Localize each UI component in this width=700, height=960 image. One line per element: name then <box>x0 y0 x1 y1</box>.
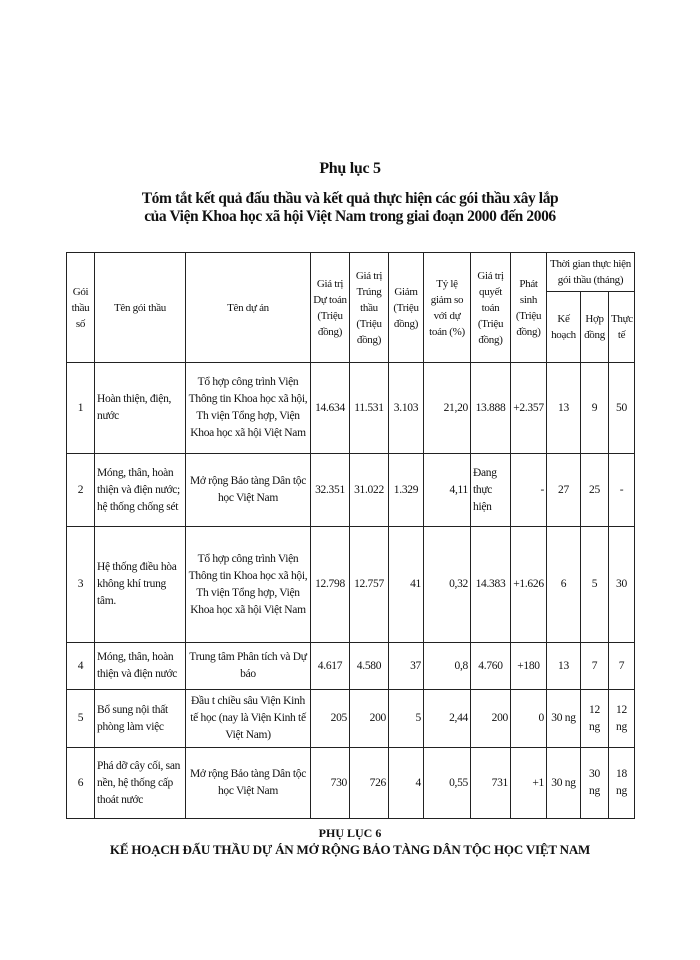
cell-ratio: 0,8 <box>424 643 471 690</box>
cell-actual: 30 <box>609 527 635 643</box>
cell-ratio: 4,11 <box>424 454 471 527</box>
table-row <box>67 748 635 819</box>
cell-reduction: 4 <box>389 748 424 819</box>
cell-package-name: Bổ sung nội thất phòng làm việc <box>95 690 186 748</box>
header-contract: Hợp đồng <box>581 292 609 363</box>
cell-estimate: 205 <box>311 690 350 748</box>
cell-ratio: 0,55 <box>424 748 471 819</box>
cell-settlement: 14.383 <box>471 527 511 643</box>
appendix-subtitle <box>0 190 700 226</box>
cell-project: Tổ hợp công trình Viện Thông tin Khoa học xã hội, Th viện Tổng hợp, Viện Khoa học xã hội Việt Nam <box>186 363 311 454</box>
cell-plan: 6 <box>547 527 581 643</box>
cell-contract: 7 <box>581 643 609 690</box>
table-row <box>67 363 635 454</box>
table-row <box>67 643 635 690</box>
cell-package-name: Móng, thân, hoàn thiện và điện nước <box>95 643 186 690</box>
header-plan: Kế hoạch <box>547 292 581 363</box>
cell-contract: 9 <box>581 363 609 454</box>
cell-plan: 27 <box>547 454 581 527</box>
header-settlement: Giá trị quyết toán (Triệu đồng) <box>471 253 511 363</box>
header-arising: Phát sinh (Triệu đồng) <box>511 253 547 363</box>
cell-arising: +180 <box>511 643 547 690</box>
cell-project: Mở rộng Bảo tàng Dân tộc học Việt Nam <box>186 748 311 819</box>
cell-project: Tổ hợp công trình Viện Thông tin Khoa học xã hội, Th viện Tổng hợp, Viện Khoa học xã hội Việt Nam <box>186 527 311 643</box>
cell-arising: 0 <box>511 690 547 748</box>
cell-winning: 726 <box>350 748 389 819</box>
cell-contract: 25 <box>581 454 609 527</box>
cell-actual: 7 <box>609 643 635 690</box>
bidding-results-table <box>66 252 635 819</box>
cell-plan: 30 ng <box>547 690 581 748</box>
cell-package-name: Hoàn thiện, điện, nước <box>95 363 186 454</box>
cell-no: 5 <box>67 690 95 748</box>
table-row <box>67 690 635 748</box>
cell-reduction: 3.103 <box>389 363 424 454</box>
cell-estimate: 12.798 <box>311 527 350 643</box>
cell-reduction: 37 <box>389 643 424 690</box>
cell-settlement: Đang thực hiện <box>471 454 511 527</box>
header-package-no: Gói thầu số <box>67 253 95 363</box>
cell-reduction: 41 <box>389 527 424 643</box>
subtitle-line-1: Tóm tắt kết quả đấu thầu và kết quả thực hiện các gói thầu xây lắp <box>141 190 559 207</box>
cell-ratio: 2,44 <box>424 690 471 748</box>
cell-arising: +1 <box>511 748 547 819</box>
table-row <box>67 454 635 527</box>
header-package-name: Tên gói thầu <box>95 253 186 363</box>
subtitle-line-2: của Viện Khoa học xã hội Việt Nam trong giai đoạn 2000 đến 2006 <box>144 208 556 225</box>
cell-plan: 13 <box>547 643 581 690</box>
cell-no: 3 <box>67 527 95 643</box>
next-appendix-title: PHỤ LỤC 6 <box>318 826 382 840</box>
cell-actual: 50 <box>609 363 635 454</box>
cell-contract: 12 ng <box>581 690 609 748</box>
appendix-title: Phụ lục 5 <box>319 160 381 177</box>
header-winning: Giá trị Trúng thầu (Triệu đồng) <box>350 253 389 363</box>
cell-plan: 30 ng <box>547 748 581 819</box>
header-duration: Thời gian thực hiện gói thầu (tháng) <box>547 253 635 292</box>
cell-no: 6 <box>67 748 95 819</box>
cell-no: 2 <box>67 454 95 527</box>
cell-actual: - <box>609 454 635 527</box>
cell-winning: 200 <box>350 690 389 748</box>
header-project-name: Tên dự án <box>186 253 311 363</box>
cell-arising: - <box>511 454 547 527</box>
cell-estimate: 32.351 <box>311 454 350 527</box>
cell-project: Đầu t chiều sâu Viện Kinh tế học (nay là Viện Kinh tế Việt Nam) <box>186 690 311 748</box>
cell-settlement: 4.760 <box>471 643 511 690</box>
cell-no: 1 <box>67 363 95 454</box>
header-actual: Thực tế <box>609 292 635 363</box>
cell-winning: 11.531 <box>350 363 389 454</box>
cell-package-name: Móng, thân, hoàn thiện và điện nước; hệ thống chống sét <box>95 454 186 527</box>
cell-winning: 12.757 <box>350 527 389 643</box>
table-row <box>67 527 635 643</box>
cell-contract: 30 ng <box>581 748 609 819</box>
cell-reduction: 5 <box>389 690 424 748</box>
cell-winning: 4.580 <box>350 643 389 690</box>
cell-reduction: 1.329 <box>389 454 424 527</box>
cell-project: Mở rộng Bảo tàng Dân tộc học Việt Nam <box>186 454 311 527</box>
cell-plan: 13 <box>547 363 581 454</box>
cell-package-name: Hệ thống điều hòa không khí trung tâm. <box>95 527 186 643</box>
cell-project: Trung tâm Phân tích và Dự báo <box>186 643 311 690</box>
cell-winning: 31.022 <box>350 454 389 527</box>
cell-arising: +1.626 <box>511 527 547 643</box>
header-reduction: Giảm (Triệu đồng) <box>389 253 424 363</box>
cell-arising: +2.357 <box>511 363 547 454</box>
cell-estimate: 730 <box>311 748 350 819</box>
cell-settlement: 731 <box>471 748 511 819</box>
cell-no: 4 <box>67 643 95 690</box>
cell-estimate: 14.634 <box>311 363 350 454</box>
header-ratio: Tỷ lệ giảm so với dự toán (%) <box>424 253 471 363</box>
cell-actual: 18 ng <box>609 748 635 819</box>
next-appendix-subtitle: KẾ HOẠCH ĐẤU THẦU DỰ ÁN MỞ RỘNG BẢO TÀNG DÂN TỘC HỌC VIỆT NAM <box>109 842 591 857</box>
table-header-row <box>67 253 635 292</box>
cell-settlement: 200 <box>471 690 511 748</box>
cell-actual: 12 ng <box>609 690 635 748</box>
cell-ratio: 21,20 <box>424 363 471 454</box>
cell-ratio: 0,32 <box>424 527 471 643</box>
header-estimate: Giá trị Dự toán (Triệu đồng) <box>311 253 350 363</box>
cell-package-name: Phá dỡ cây cối, san nền, hệ thống cấp thoát nước <box>95 748 186 819</box>
cell-settlement: 13.888 <box>471 363 511 454</box>
cell-contract: 5 <box>581 527 609 643</box>
cell-estimate: 4.617 <box>311 643 350 690</box>
